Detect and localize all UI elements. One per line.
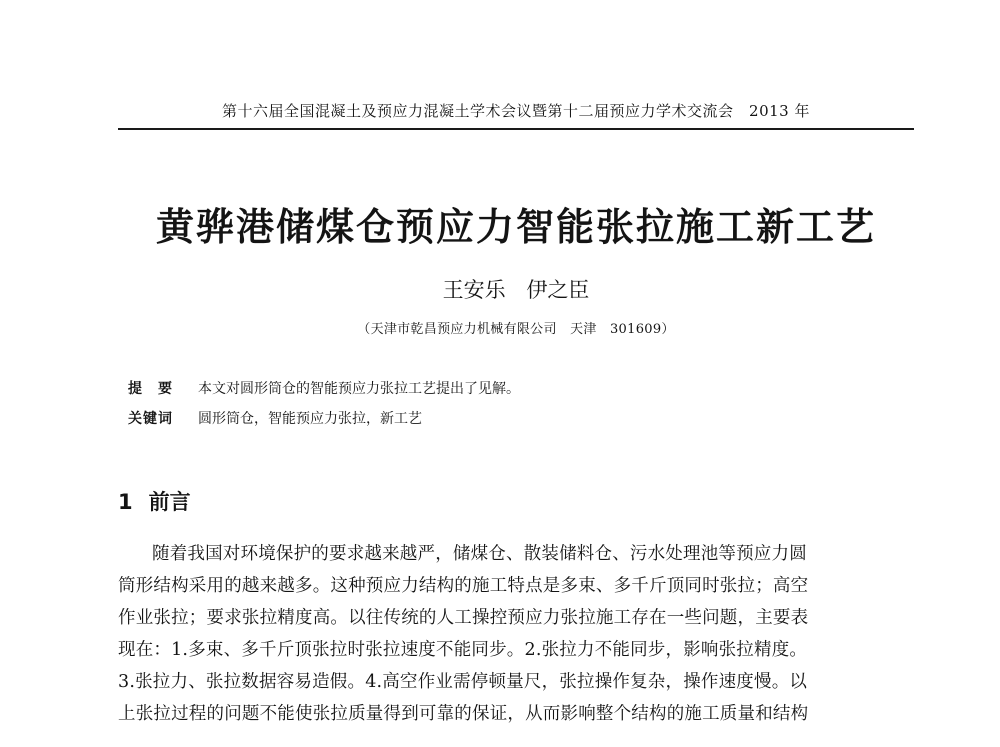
section-heading (118, 486, 191, 516)
section-number: 1 (118, 490, 133, 514)
running-header: 第十六届全国混凝土及预应力混凝土学术会议暨第十二届预应力学术交流会 2013 年 (222, 102, 810, 120)
paper-affiliation: （天津市乾昌预应力机械有限公司 天津 301609） (357, 322, 675, 337)
body-line: 现在：1.多束、多千斤顶张拉时张拉速度不能同步。2.张拉力不能同步，影响张拉精度。 (118, 640, 808, 660)
abstract-row (128, 378, 520, 398)
section-title: 前言 (148, 490, 191, 514)
keywords-row (128, 408, 422, 428)
abstract-text: 本文对圆形筒仓的智能预应力张拉工艺提出了见解。 (198, 381, 520, 397)
body-line: 随着我国对环境保护的要求越来越严，储煤仓、散装储料仓、污水处理池等预应力圆 (152, 544, 807, 564)
paper-authors: 王安乐 伊之臣 (442, 278, 590, 302)
paper-title: 黄骅港储煤仓预应力智能张拉施工新工艺 (155, 205, 876, 249)
body-line: 作业张拉；要求张拉精度高。以往传统的人工操控预应力张拉施工存在一些问题，主要表 (118, 608, 809, 628)
keywords-label: 关键词 (128, 411, 173, 427)
body-line: 上张拉过程的问题不能使张拉质量得到可靠的保证，从而影响整个结构的施工质量和结构 (118, 704, 809, 724)
abstract-label: 提 要 (128, 381, 173, 397)
section-body (118, 538, 918, 730)
body-line: 筒形结构采用的越来越多。这种预应力结构的施工特点是多束、多千斤顶同时张拉；高空 (118, 576, 809, 596)
header-rule (118, 128, 914, 130)
keywords-text: 圆形筒仓，智能预应力张拉，新工艺 (198, 411, 422, 427)
body-line: 3.张拉力、张拉数据容易造假。4.高空作业需停顿量尺，张拉操作复杂，操作速度慢。以 (118, 672, 808, 692)
